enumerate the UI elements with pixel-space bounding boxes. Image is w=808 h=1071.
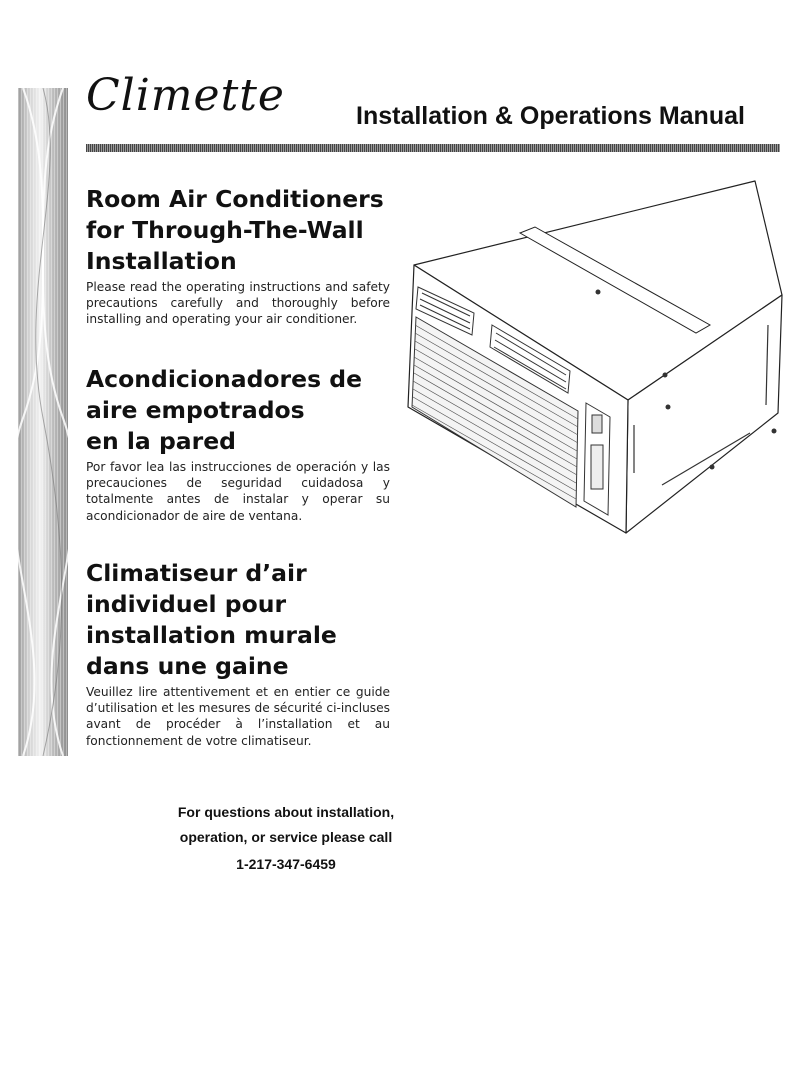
decorative-side-strip [18,88,68,756]
heading-line: installation murale [86,621,337,649]
section-spanish [86,364,390,524]
heading-line: for Through-The-Wall [86,216,364,244]
heading-english [86,184,390,277]
contact-line: For questions about installation, [177,804,395,820]
brand-logo: Climette [86,70,285,121]
body-french: Veuillez lire attentivement et en entier ce guide d’utilisation et les mesures de sécurité ci-incluses avant de procéder à l’installation et au fonctionnement de votre climatiseur. [86,685,391,748]
heading-line: aire empotrados [86,396,305,424]
heading-line: Climatiseur d’air [86,559,307,587]
contact-block [86,800,486,877]
heading-line: individuel pour [86,590,287,618]
section-french [86,558,390,749]
heading-line: Installation [86,247,237,275]
heading-french [86,558,390,682]
heading-line: Acondicionadores de [86,365,363,393]
heading-spanish [86,364,390,457]
contact-line: operation, or service please call [179,829,393,845]
phone-number: 1-217-347-6459 [236,856,336,872]
air-conditioner-illustration [400,175,800,545]
section-english [86,184,390,328]
manual-title: Installation & Operations Manual [356,102,745,130]
heading-line: Room Air Conditioners [86,185,384,213]
heading-line: dans une gaine [86,652,289,680]
title-divider [86,144,780,152]
body-spanish: Por favor lea las instrucciones de operación y las precauciones de seguridad cuidadosa y totalmente antes de instalar y operar su acondicionador de aire de ventana. [86,460,390,523]
heading-line: en la pared [86,427,236,455]
body-english: Please read the operating instructions and safety precautions carefully and thoroughly before installing and operating your air conditioner. [86,280,390,327]
